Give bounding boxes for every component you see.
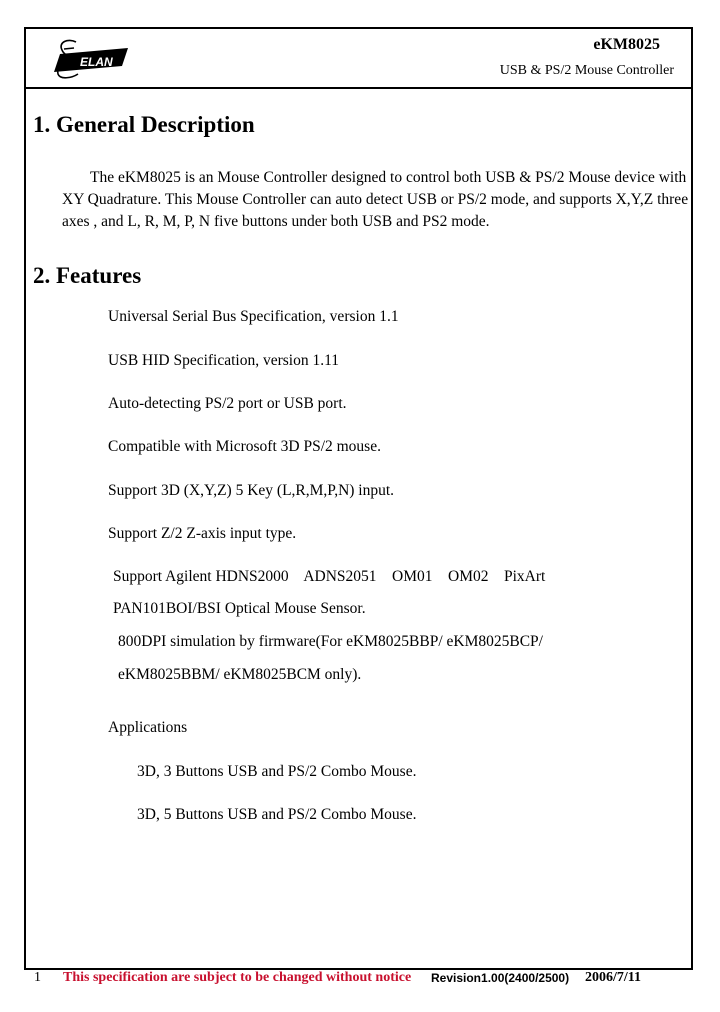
header-divider: [24, 87, 693, 89]
application-item: 3D, 3 Buttons USB and PS/2 Combo Mouse.: [137, 763, 417, 780]
page-number: 1: [34, 970, 41, 985]
section-heading-features: 2. Features: [33, 263, 142, 288]
change-notice: This specification are subject to be changed without notice: [63, 970, 412, 985]
feature-item: Compatible with Microsoft 3D PS/2 mouse.: [108, 438, 381, 455]
document-subtitle: USB & PS/2 Mouse Controller: [499, 63, 674, 78]
feature-dpi-line-1: 800DPI simulation by firmware(For eKM8025BBP/ eKM8025BCP/: [118, 633, 543, 650]
revision-date: 2006/7/11: [585, 970, 642, 985]
feature-sensor-line-1: Support Agilent HDNS2000 ADNS2051 OM01 OM02 PixArt: [113, 568, 546, 585]
feature-sensor-line-2: PAN101BOI/BSI Optical Mouse Sensor.: [113, 600, 366, 617]
feature-item: USB HID Specification, version 1.11: [108, 352, 340, 369]
revision-label: Revision1.00(2400/2500): [431, 971, 570, 985]
feature-item: Support 3D (X,Y,Z) 5 Key (L,R,M,P,N) input.: [108, 482, 395, 499]
feature-dpi-line-2: eKM8025BBM/ eKM8025BCM only).: [118, 666, 362, 683]
feature-item: Support Z/2 Z-axis input type.: [108, 525, 297, 542]
feature-item: Auto-detecting PS/2 port or USB port.: [108, 395, 347, 412]
general-description-paragraph: The eKM8025 is an Mouse Controller designed to control both USB & PS/2 Mouse device with XY Quadrature. This Mouse Controller can auto detect USB or PS/2 mode, and supports X,Y,Z three axes , and L, R, M, P, N five buttons under both USB and PS2 mode.: [62, 169, 689, 230]
logo-text: ELAN: [80, 55, 113, 69]
application-item: 3D, 5 Buttons USB and PS/2 Combo Mouse.: [137, 806, 417, 823]
section-heading-general-description: 1. General Description: [33, 112, 255, 137]
document-title: eKM8025: [593, 36, 660, 53]
elan-logo: [50, 36, 130, 80]
applications-label: Applications: [108, 719, 188, 736]
feature-item: Universal Serial Bus Specification, version 1.1: [108, 308, 399, 325]
